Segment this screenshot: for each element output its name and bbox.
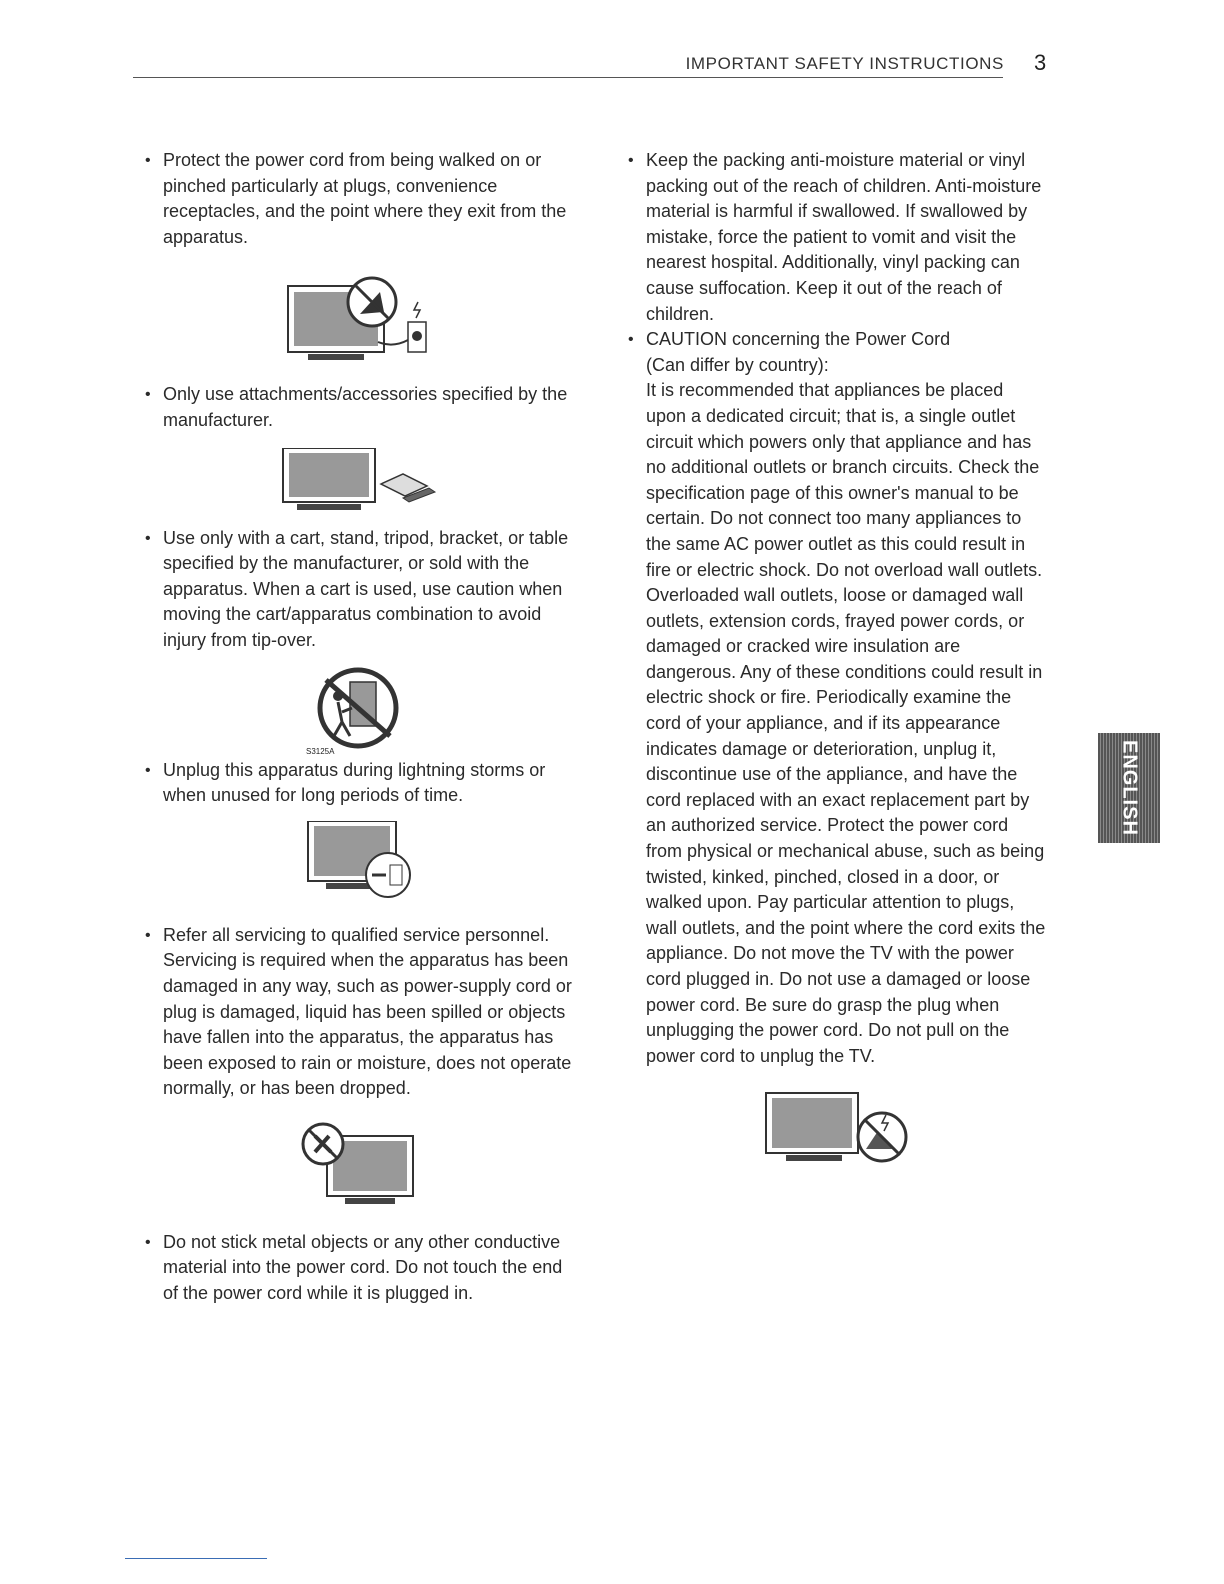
bullet-text: • Protect the power cord from being walked on or pinched particularly at plugs, convenience receptacles, and the point where they exit from the apparatus. bbox=[163, 150, 567, 247]
bullet-text: • Refer all servicing to qualified service personnel. Servicing is required when the apparatus has been damaged in any way, such as power-supply cord or plug is damaged, liquid has been spilled or objects have fallen into the apparatus, the apparatus has been exposed to rain or moisture, does not operate normally, or has been dropped. bbox=[163, 924, 572, 1099]
header-divider bbox=[133, 77, 1003, 78]
tv-cord-stepped-icon bbox=[268, 272, 448, 372]
footer-divider bbox=[125, 1558, 267, 1559]
caution-title: • CAUTION concerning the Power Cord bbox=[646, 329, 951, 350]
caution-subtitle: (Can differ by country): bbox=[646, 354, 829, 375]
right-column bbox=[626, 148, 1046, 1171]
caution-body: It is recommended that appliances be placed upon a dedicated circuit; that is, a single outlet circuit which powers only that appliance and has no additional outlets or branch circuits. Check the specification page of this owner's manual to be certain. Do not connect too many appliances to the same AC power outlet as this could result in fire or electric shock. Do not overload wall outlets. Overloaded wall outlets, loose or damaged wall outlets, extension cords, frayed power cords, or damaged or cracked wire insulation are dangerous. Any of these conditions could result in electric shock or fire. Periodically examine the cord of your appliance, and if its appearance indicates damage or deterioration, unplug it, discontinue use of the appliance, and have the cord replaced with an exact replacement part by an authorized service. Protect the power cord from physical or mechanical abuse, such as being twisted, kinked, pinched, closed in a door, or walked upon. Pay particular attention to plugs, wall outlets, and the point where the cord exits the appliance. Do not move the TV with the power cord plugged in. Do not use a damaged or loose power cord. Be sure do grasp the plug when unplugging the power cord. Do not pull on the power cord to unplug the TV. bbox=[646, 380, 1046, 1066]
bullet-metal-objects bbox=[143, 1230, 573, 1307]
cart-tipover-icon bbox=[298, 666, 418, 756]
tv-no-service-icon bbox=[293, 1122, 423, 1208]
bullet-protect-cord bbox=[143, 148, 573, 250]
tv-unplug-icon bbox=[298, 821, 418, 901]
bullet-text: • Use only with a cart, stand, tripod, bracket, or table specified by the manufacturer, or sold with the apparatus. When a cart is used, use caution when moving the cart/apparatus combination to avoid injury from tip-over. bbox=[163, 527, 569, 650]
cart-figure-caption: S3125A bbox=[306, 746, 335, 756]
page-number: 3 bbox=[1034, 50, 1047, 75]
bullet-power-cord-caution bbox=[626, 327, 1046, 1069]
bullet-servicing bbox=[143, 923, 573, 1102]
bullet-text: • Unplug this apparatus during lightning storms or when unused for long periods of time. bbox=[163, 759, 546, 806]
tv-cord-damage-icon bbox=[746, 1091, 926, 1171]
language-tab-label: ENGLISH bbox=[1118, 740, 1141, 836]
bullet-text: • Only use attachments/accessories specified by the manufacturer. bbox=[163, 384, 568, 430]
left-column bbox=[143, 148, 573, 1307]
page-header-title: IMPORTANT SAFETY INSTRUCTIONS bbox=[685, 54, 1004, 73]
tv-accessories-icon bbox=[263, 448, 453, 514]
bullet-unplug bbox=[143, 758, 573, 809]
bullet-cart bbox=[143, 526, 573, 654]
language-tab bbox=[1098, 733, 1160, 843]
bullet-anti-moisture bbox=[626, 148, 1046, 327]
bullet-attachments bbox=[143, 382, 573, 433]
bullet-text: • Keep the packing anti-moisture material or vinyl packing out of the reach of children. Anti-moisture material is harmful if swallowed. If swallowed by mistake, force the patient to vomit and visit the nearest hospital. Additionally, vinyl packing can cause suffocation. Keep it out of the reach of children. bbox=[646, 150, 1042, 324]
bullet-text: • Do not stick metal objects or any other conductive material into the power cord. Do not touch the end of the power cord while it is plugged in. bbox=[163, 1231, 563, 1304]
